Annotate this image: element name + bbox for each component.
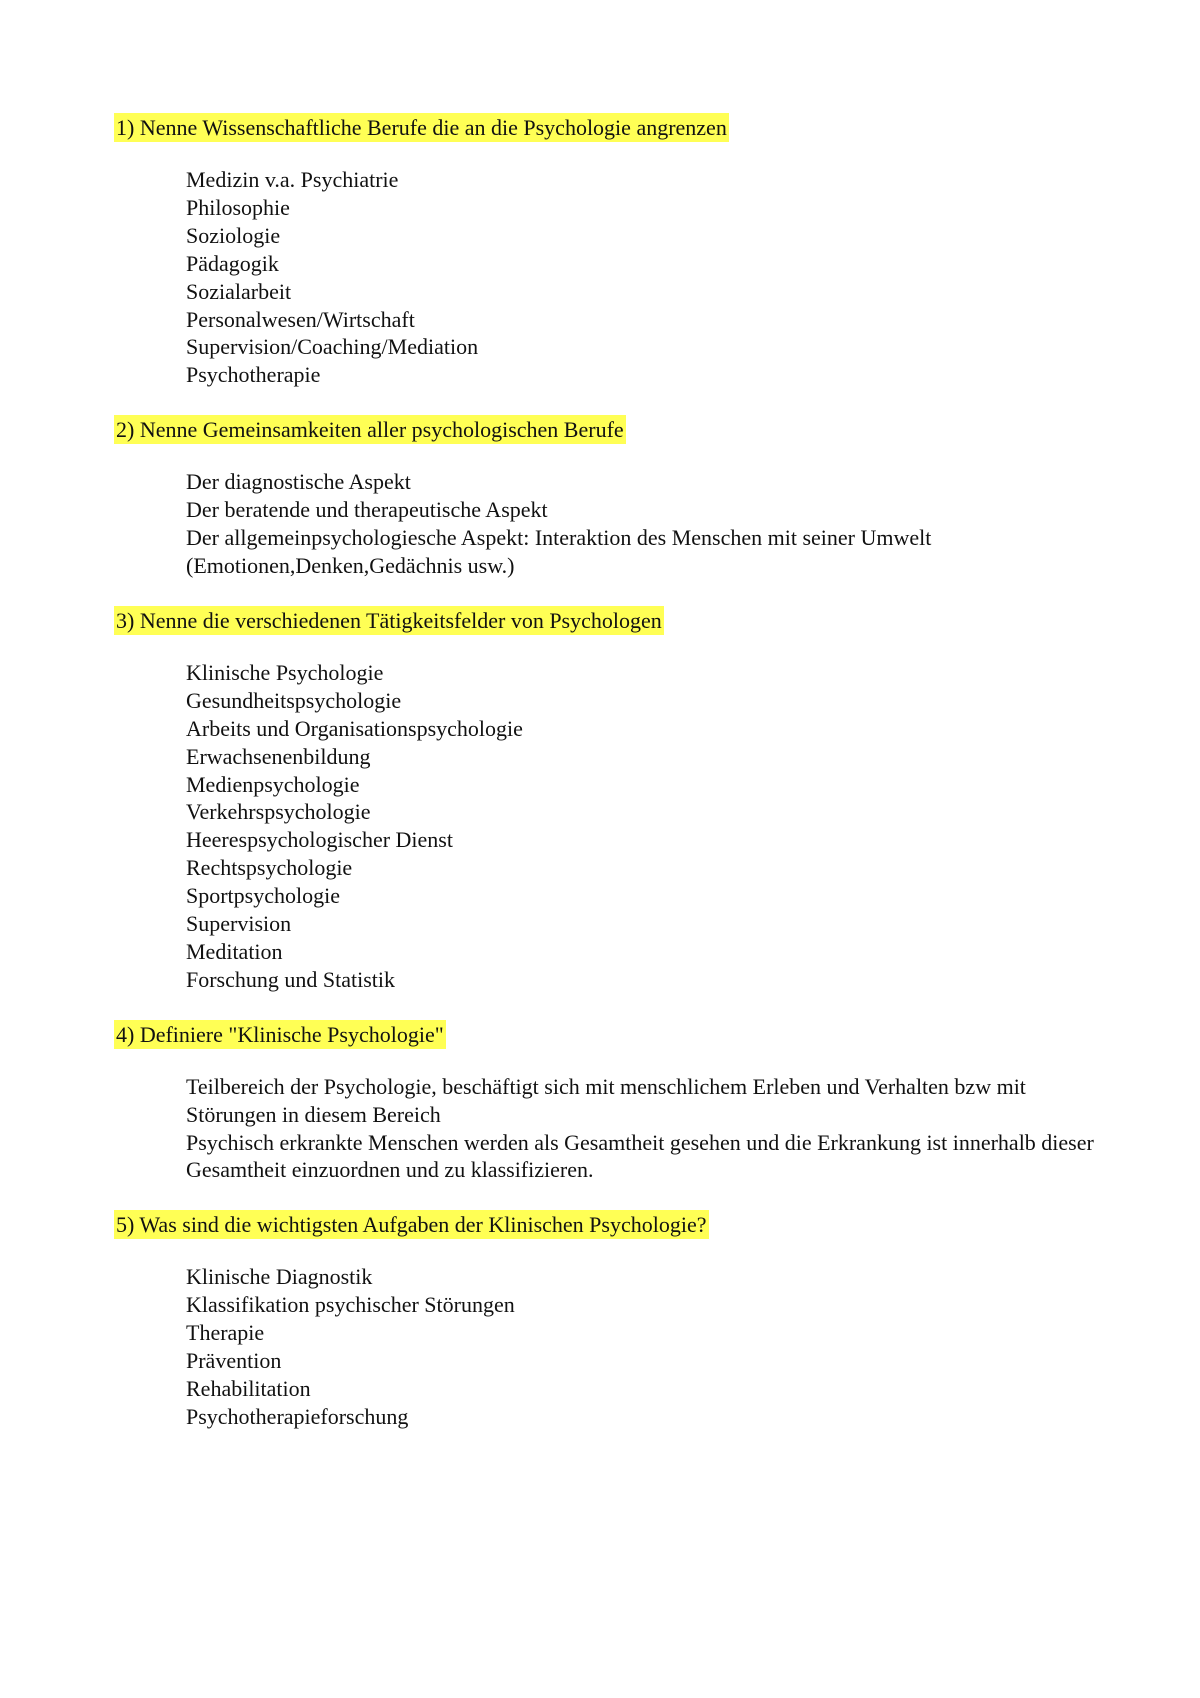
question-heading: 2) Nenne Gemeinsamkeiten aller psychologischen Berufe	[116, 417, 624, 443]
question-heading: 5) Was sind die wichtigsten Aufgaben der Klinischen Psychologie?	[116, 1212, 707, 1238]
answer-item: Der beratende und therapeutische Aspekt	[186, 497, 548, 523]
answer-item: Sportpsychologie	[186, 883, 340, 909]
question-section-4	[114, 1020, 1114, 1185]
question-section-5	[114, 1210, 1114, 1430]
answer-item: Der allgemeinpsychologiesche Aspekt: Interaktion des Menschen mit seiner Umwelt	[186, 525, 932, 551]
answer-list	[186, 166, 1116, 389]
answer-item: Forschung und Statistik	[186, 966, 396, 992]
answer-paragraph: Psychisch erkrankte Menschen werden als Gesamtheit gesehen und die Erkrankung ist innerhalb dieser Gesamtheit einzuordnen und zu klassifizieren.	[186, 1129, 1094, 1183]
answer-item: Supervision/Coaching/Mediation	[186, 334, 479, 360]
answer-item: Supervision	[186, 911, 292, 937]
answer-item: Therapie	[186, 1320, 265, 1346]
answer-item: Erwachsenenbildung	[186, 743, 371, 769]
answer-item: Medienpsychologie	[186, 771, 360, 797]
answer-item: Soziologie	[186, 222, 281, 248]
answer-item: (Emotionen,Denken,Gedächnis usw.)	[186, 552, 515, 578]
answer-item: Psychotherapieforschung	[186, 1403, 409, 1429]
answer-item: Heerespsychologischer Dienst	[186, 827, 453, 853]
answer-item: Prävention	[186, 1348, 282, 1374]
answer-item: Der diagnostische Aspekt	[186, 469, 411, 495]
answer-item: Philosophie	[186, 194, 290, 220]
question-section-2	[114, 415, 1114, 580]
question-heading: 1) Nenne Wissenschaftliche Berufe die an die Psychologie angrenzen	[116, 115, 727, 140]
answer-item: Gesundheitspsychologie	[186, 687, 402, 713]
answer-item: Pädagogik	[186, 250, 279, 276]
answer-item: Psychotherapie	[186, 362, 321, 388]
answer-list	[186, 1263, 1116, 1430]
answer-paragraph: Teilbereich der Psychologie, beschäftigt sich mit menschlichem Erleben und Verhalten bzw mit Störungen in diesem Bereich	[186, 1073, 1026, 1127]
answer-list	[186, 659, 1116, 994]
answer-item: Arbeits und Organisationspsychologie	[186, 715, 523, 741]
question-section-3	[114, 606, 1114, 994]
answer-paragraphs	[186, 1073, 1116, 1185]
document-content	[114, 113, 1114, 1457]
answer-item: Klassifikation psychischer Störungen	[186, 1292, 515, 1318]
answer-item: Personalwesen/Wirtschaft	[186, 306, 415, 332]
answer-list	[186, 468, 1116, 580]
answer-item: Sozialarbeit	[186, 278, 292, 304]
answer-item: Verkehrspsychologie	[186, 799, 371, 825]
answer-item: Meditation	[186, 938, 283, 964]
answer-item: Medizin v.a. Psychiatrie	[186, 167, 399, 192]
answer-item: Klinische Diagnostik	[186, 1264, 373, 1290]
question-heading: 3) Nenne die verschiedenen Tätigkeitsfelder von Psychologen	[116, 607, 662, 633]
question-heading: 4) Definiere "Klinische Psychologie"	[116, 1021, 444, 1047]
answer-item: Klinische Psychologie	[186, 659, 384, 685]
answer-item: Rechtspsychologie	[186, 855, 353, 881]
question-section-1	[114, 113, 1114, 389]
answer-item: Rehabilitation	[186, 1376, 311, 1401]
